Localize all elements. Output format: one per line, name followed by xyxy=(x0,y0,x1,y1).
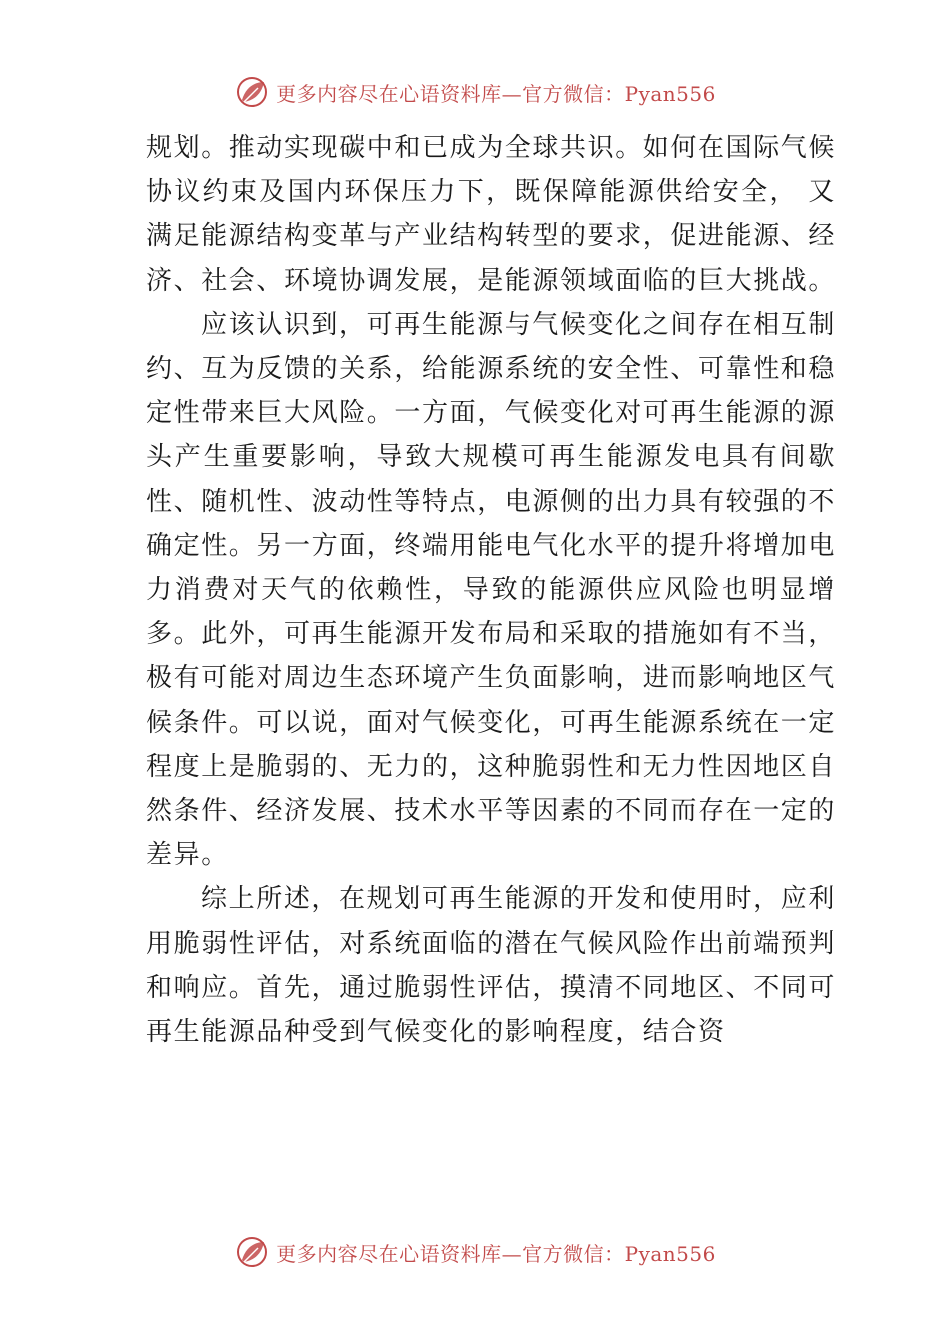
document-body xyxy=(146,126,836,1054)
leaf-logo-icon xyxy=(234,1234,270,1270)
paragraph-2: 应该认识到，可再生能源与气候变化之间存在相互制约、互为反馈的关系，给能源系统的安全性、可靠性和稳定性带来巨大风险。一方面，气候变化对可再生能源的源头产生重要影响，导致大规模可再生能源发电具有间歇性、随机性、波动性等特点，电源侧的出力具有较强的不确定性。另一方面，终端用能电气化水平的提升将增加电力消费对天气的依赖性，导致的能源供应风险也明显增多。此外，可再生能源开发布局和采取的措施如有不当，极有可能对周边生态环境产生负面影响，进而影响地区气候条件。可以说，面对气候变化，可再生能源系统在一定程度上是脆弱的、无力的，这种脆弱性和无力性因地区自然条件、经济发展、技术水平等因素的不同而存在一定的差异。 xyxy=(146,309,837,871)
paragraph-3: 综上所述，在规划可再生能源的开发和使用时，应利用脆弱性评估，对系统面临的潜在气候风险作出前端预判和响应。首先，通过脆弱性评估，摸清不同地区、不同可再生能源品种受到气候变化的影响程度，结合资 xyxy=(146,884,837,1048)
watermark-text: 更多内容尽在心语资料库—官方微信：Pyan556 xyxy=(276,81,716,106)
header-watermark xyxy=(0,72,950,112)
leaf-logo-icon xyxy=(234,74,270,110)
watermark-text: 更多内容尽在心语资料库—官方微信：Pyan556 xyxy=(276,1241,716,1266)
paragraph-1: 规划。推动实现碳中和已成为全球共识。如何在国际气候协议约束及国内环保压力下，既保障能源供给安全， 又满足能源结构变革与产业结构转型的要求，促进能源、经济、社会、环境协调发展，是能源领域面临的巨大挑战。 xyxy=(146,133,837,296)
footer-watermark xyxy=(0,1232,950,1272)
